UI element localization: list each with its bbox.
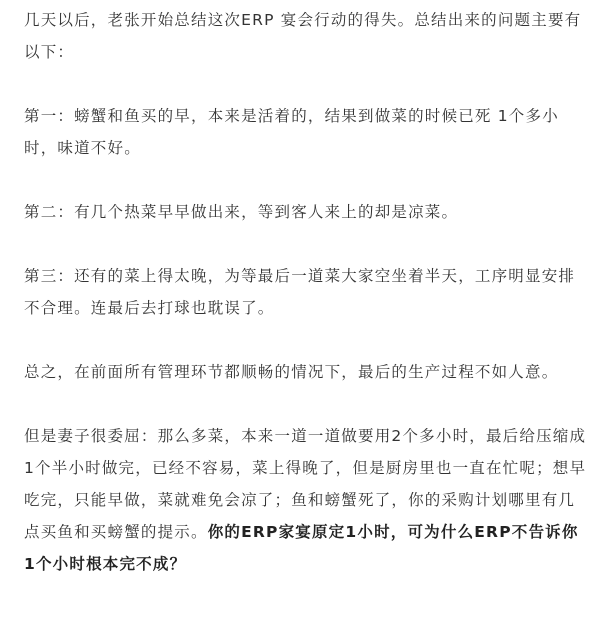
paragraph-point-one: 第一：螃蟹和鱼买的早，本来是活着的，结果到做菜的时候已死 1个多小时，味道不好。: [24, 107, 559, 157]
paragraph-wife-response: [24, 420, 590, 580]
article-body: [24, 4, 590, 580]
paragraph-point-three: 第三：还有的菜上得太晚，为等最后一道菜大家空坐着半天，工序明显安排不合理。连最后去打球也耽误了。: [24, 267, 576, 317]
wife-response-text: 但是妻子很委屈：那么多菜，本来一道一道做要用2个多小时，最后给压缩成1个半小时做完，已经不容易，菜上得晚了，但是厨房里也一直在忙呢；想早吃完，只能早做，菜就难免会凉了；鱼和螃蟹死了，你的采购计划哪里有几点买鱼和买螃蟹的提示。: [24, 427, 587, 541]
paragraph-point-two: 第二：有几个热菜早早做出来，等到客人来上的却是凉菜。: [24, 203, 459, 221]
paragraph-conclusion: 总之，在前面所有管理环节都顺畅的情况下，最后的生产过程不如人意。: [24, 363, 559, 381]
paragraph-summary-intro: 几天以后，老张开始总结这次ERP 宴会行动的得失。总结出来的问题主要有以下：: [24, 11, 582, 61]
bold-question-text: 你的ERP家宴原定1小时，可为什么ERP不告诉你1个小时根本完不成？: [24, 523, 579, 573]
